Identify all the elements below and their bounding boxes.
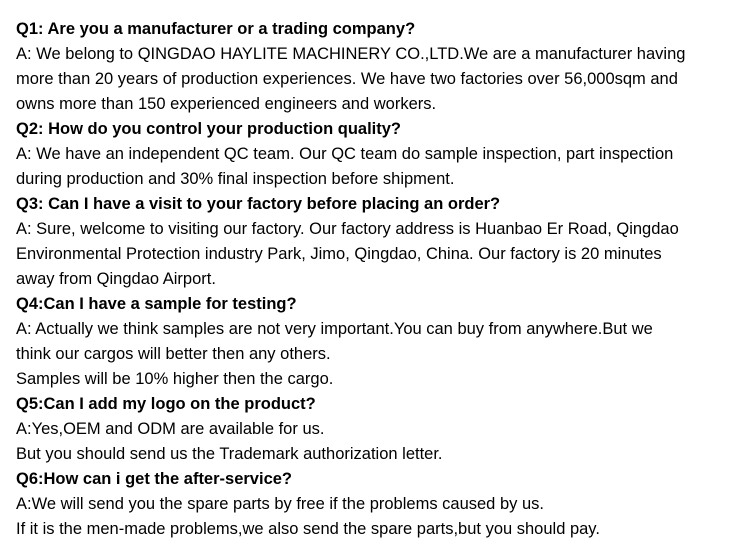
faq-question: Q5:Can I add my logo on the product? [16, 395, 316, 413]
faq-question: Q3: Can I have a visit to your factory before placing an order? [16, 195, 501, 213]
faq-item-q4 [16, 292, 744, 392]
answer-line: more than 20 years of production experiences. We have two factories over 56,000sqm and [16, 70, 678, 88]
answer-line: A:Yes,OEM and ODM are available for us. [16, 420, 325, 438]
answer-line: A: Actually we think samples are not very important.You can buy from anywhere.But we [16, 320, 653, 338]
answer-line: But you should send us the Trademark authorization letter. [16, 445, 443, 463]
faq-item-q3 [16, 192, 744, 292]
answer-line: If it is the men-made problems,we also send the spare parts,but you should pay. [16, 520, 600, 538]
answer-line: Environmental Protection industry Park, Jimo, Qingdao, China. Our factory is 20 minutes [16, 245, 662, 263]
answer-line: A:We will send you the spare parts by free if the problems caused by us. [16, 495, 544, 513]
faq-answer [16, 217, 744, 292]
faq-item-q6 [16, 467, 744, 542]
faq-question: Q6:How can i get the after-service? [16, 470, 292, 488]
faq-question: Q4:Can I have a sample for testing? [16, 295, 297, 313]
faq-answer [16, 142, 744, 192]
answer-line: owns more than 150 experienced engineers and workers. [16, 95, 437, 113]
faq-question: Q1: Are you a manufacturer or a trading company? [16, 20, 416, 38]
answer-line: A: We have an independent QC team. Our QC team do sample inspection, part inspection [16, 145, 674, 163]
faq-item-q5 [16, 392, 744, 467]
faq-item-q2 [16, 117, 744, 192]
answer-line: think our cargos will better then any others. [16, 345, 331, 363]
answer-line: during production and 30% final inspection before shipment. [16, 170, 455, 188]
answer-line: away from Qingdao Airport. [16, 270, 216, 288]
faq-item-q1 [16, 17, 744, 117]
answer-line: A: Sure, welcome to visiting our factory. Our factory address is Huanbao Er Road, Qingdao [16, 220, 679, 238]
faq-question: Q2: How do you control your production quality? [16, 120, 401, 138]
faq-answer [16, 317, 744, 392]
faq-answer [16, 492, 744, 542]
faq-list [16, 17, 744, 542]
answer-line: A: We belong to QINGDAO HAYLITE MACHINERY CO.,LTD.We are a manufacturer having [16, 45, 686, 63]
faq-answer [16, 42, 744, 117]
answer-line: Samples will be 10% higher then the cargo. [16, 370, 334, 388]
faq-answer [16, 417, 744, 467]
